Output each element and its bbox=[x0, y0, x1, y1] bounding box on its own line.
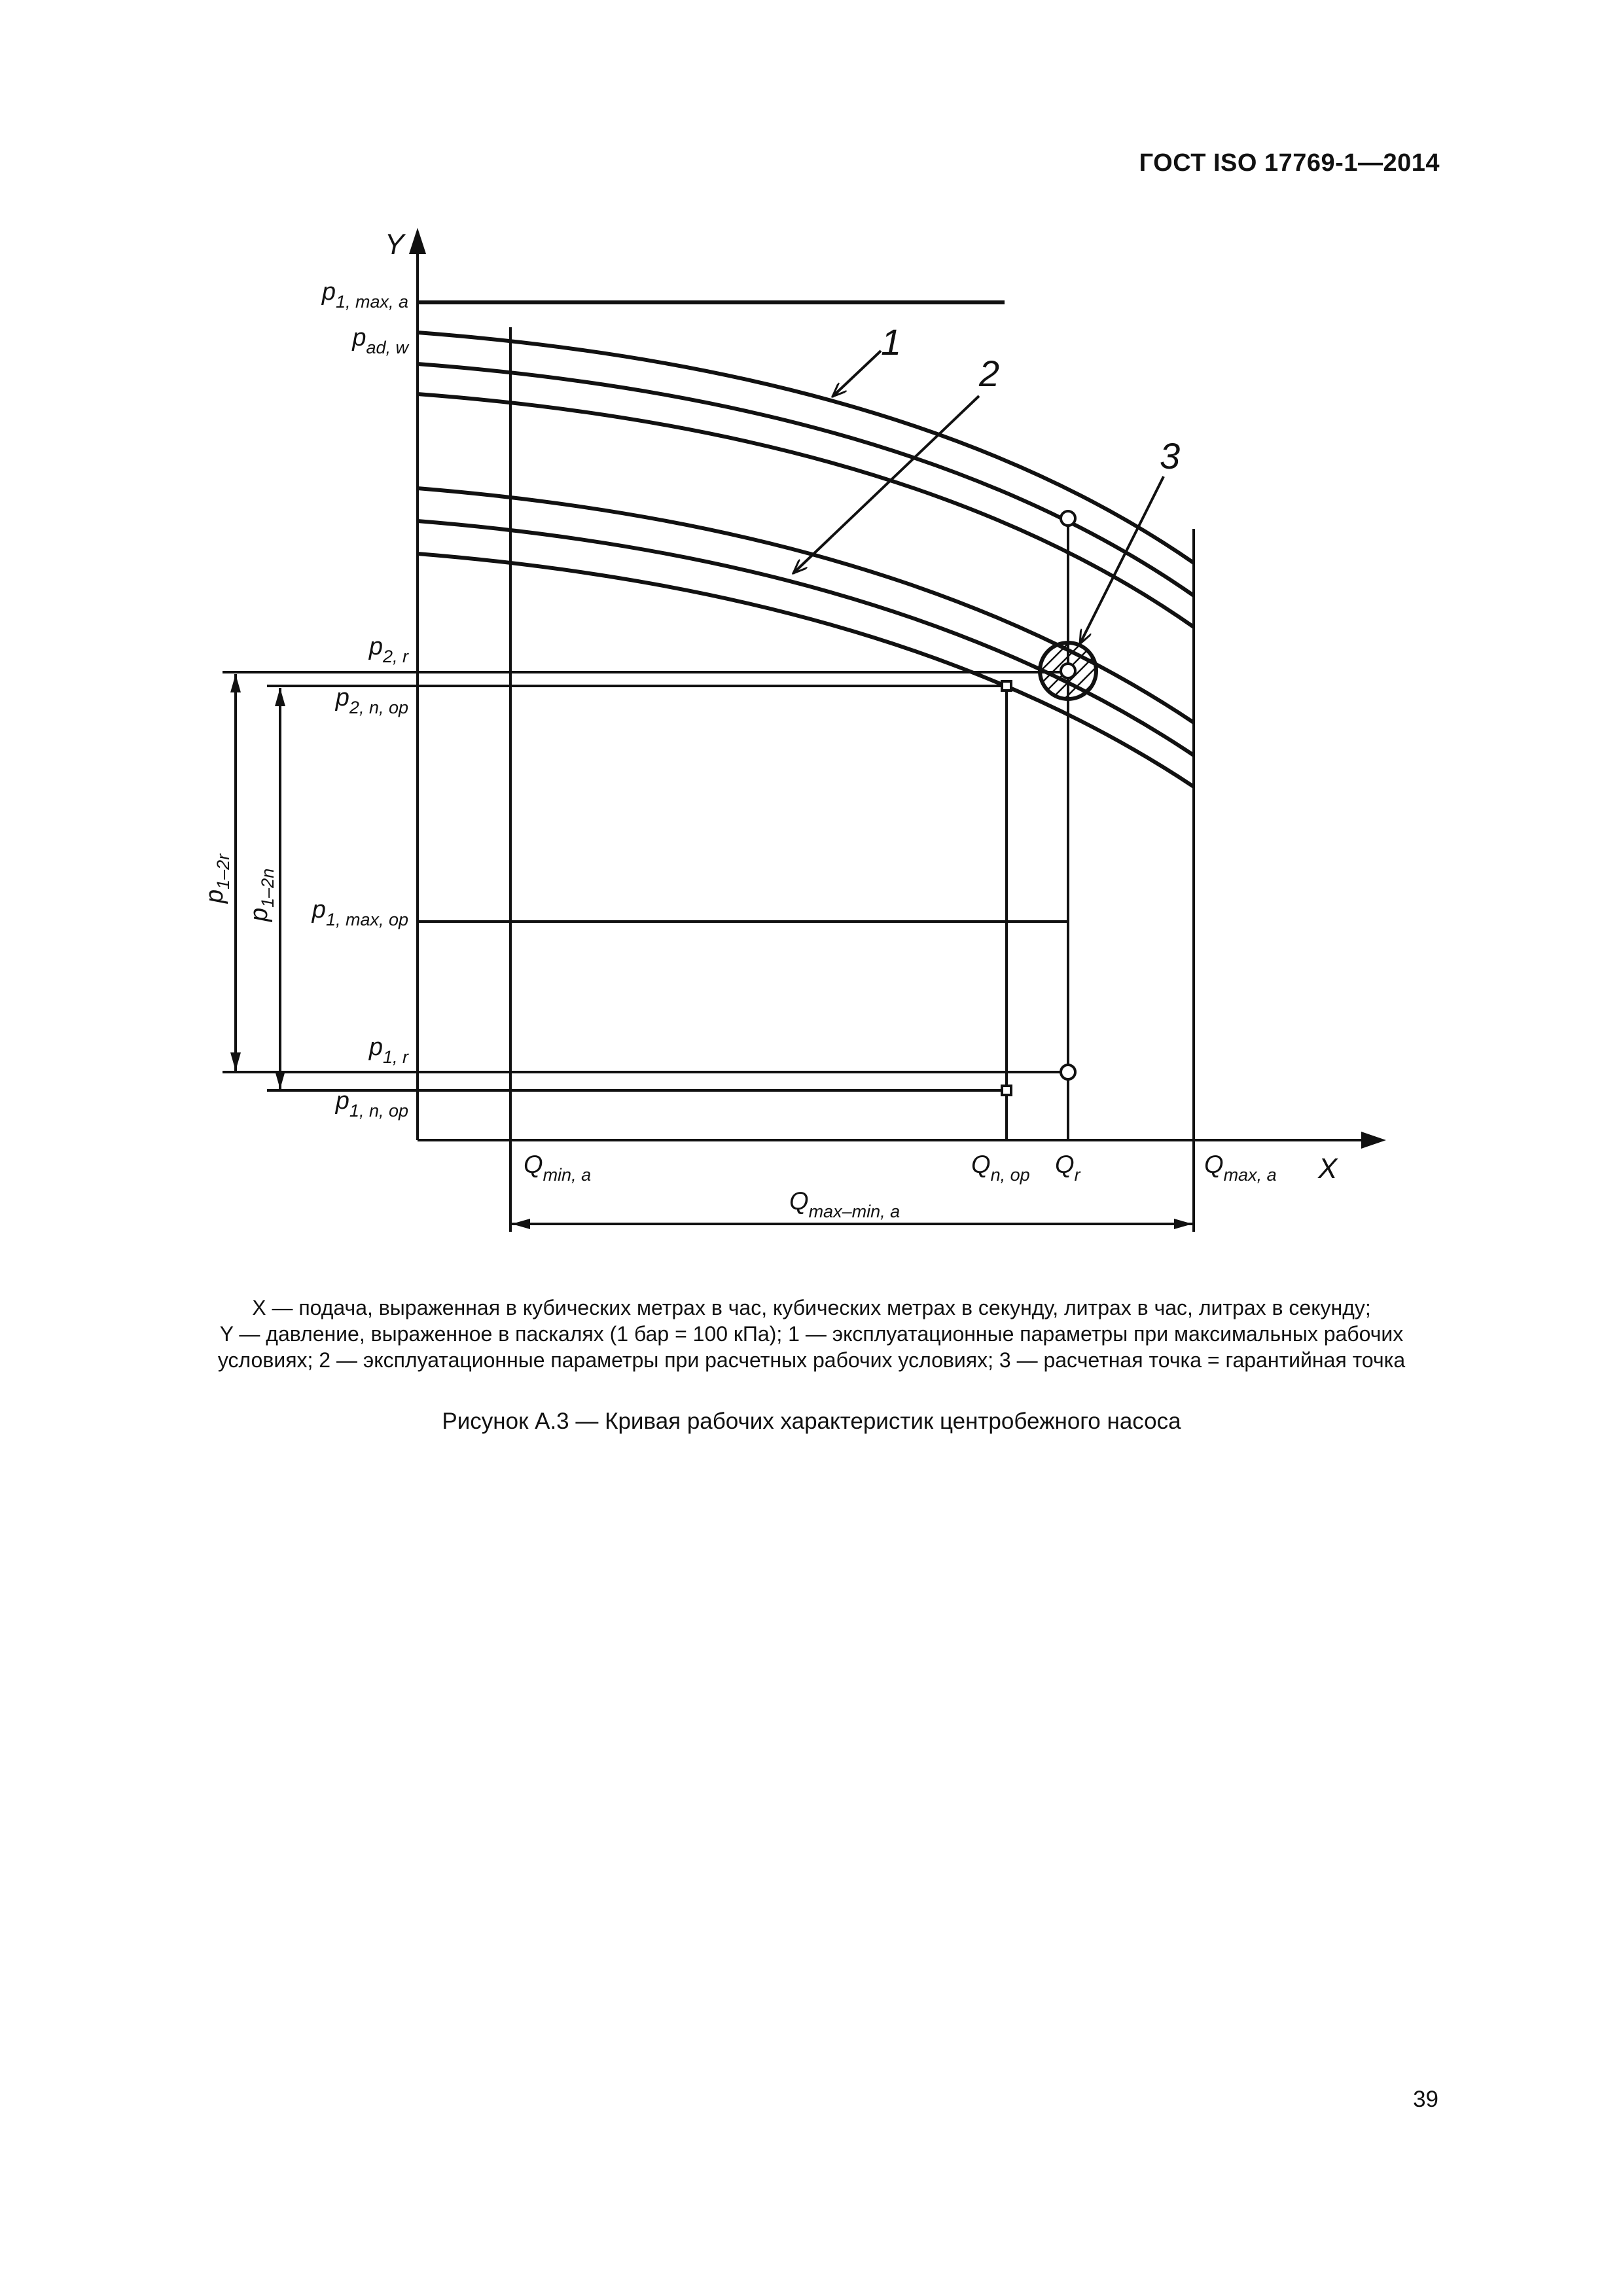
label-p2-r: $p_{2, r}$ bbox=[368, 633, 408, 666]
callout-3: 3 bbox=[1160, 435, 1181, 476]
label-p1-max-a: $p_{1, max, a}$ bbox=[321, 278, 408, 312]
document-header: ГОСТ ISO 17769-1—2014 bbox=[1139, 149, 1440, 177]
boundary-lines bbox=[510, 327, 1194, 1232]
point-p1nop bbox=[1002, 1086, 1011, 1095]
guarantee-point bbox=[1040, 643, 1096, 699]
performance-curves bbox=[418, 332, 1194, 787]
page-number: 39 bbox=[1413, 2087, 1438, 2112]
label-q-n-op: $Q_{n, op}$ bbox=[971, 1151, 1030, 1185]
legend-line: Y — давление, выраженное в паскалях (1 бар = 100 кПа); 1 — эксплуатационные параметры при максимальных рабочих bbox=[219, 1322, 1404, 1346]
y-axis-label: Y bbox=[385, 228, 404, 260]
label-p1-max-op: $p_{1, max, op}$ bbox=[312, 896, 408, 929]
leader-2 bbox=[793, 396, 979, 573]
label-p1-n-op: $p_{1, n, op}$ bbox=[335, 1087, 408, 1121]
operating-points bbox=[1002, 511, 1075, 1095]
curve-max-upper bbox=[418, 332, 1194, 563]
y-axis-arrowhead bbox=[409, 228, 426, 254]
legend-line: условиях; 2 — эксплуатационные параметры при расчетных рабочих условиях; 3 — расчетная точка = гарантийная точка bbox=[217, 1348, 1406, 1372]
axes bbox=[409, 228, 1386, 1149]
point-curve1-qr bbox=[1061, 511, 1075, 526]
callout-2: 2 bbox=[979, 353, 1000, 394]
x-axis-arrowhead bbox=[1361, 1132, 1386, 1149]
curve-max-lower bbox=[418, 394, 1194, 627]
label-p2-n-op: $p_{2, n, op}$ bbox=[335, 684, 408, 717]
label-p-ad-w: $p_{ad, w}$ bbox=[352, 324, 408, 357]
x-axis-label: X bbox=[1318, 1153, 1338, 1185]
label-p1-2r: $p_{1-2r}$ bbox=[201, 853, 233, 903]
point-p1r-qr bbox=[1061, 1065, 1075, 1079]
label-p1-2n: $p_{1-2n}$ bbox=[245, 868, 277, 922]
point-p2nop bbox=[1002, 681, 1011, 691]
label-q-max-a: $Q_{max, a}$ bbox=[1204, 1151, 1277, 1185]
figure-caption: Рисунок А.3 — Кривая рабочих характеристик центробежного насоса bbox=[442, 1408, 1181, 1434]
figure-legend bbox=[118, 1295, 1505, 1373]
label-q-min-a: $Q_{min, a}$ bbox=[524, 1151, 592, 1185]
label-p1-r: $p_{1, r}$ bbox=[368, 1033, 408, 1067]
label-q-max-min-a: $Q_{max-min, a}$ bbox=[789, 1188, 901, 1221]
label-q-r: $Q_r$ bbox=[1055, 1151, 1080, 1185]
leader-1 bbox=[832, 351, 881, 397]
legend-line: X — подача, выраженная в кубических метрах в час, кубических метрах в секунду, литрах в час, литрах в секунду; bbox=[252, 1296, 1371, 1319]
callout-1: 1 bbox=[881, 321, 902, 363]
callout-leaders bbox=[793, 351, 1164, 644]
